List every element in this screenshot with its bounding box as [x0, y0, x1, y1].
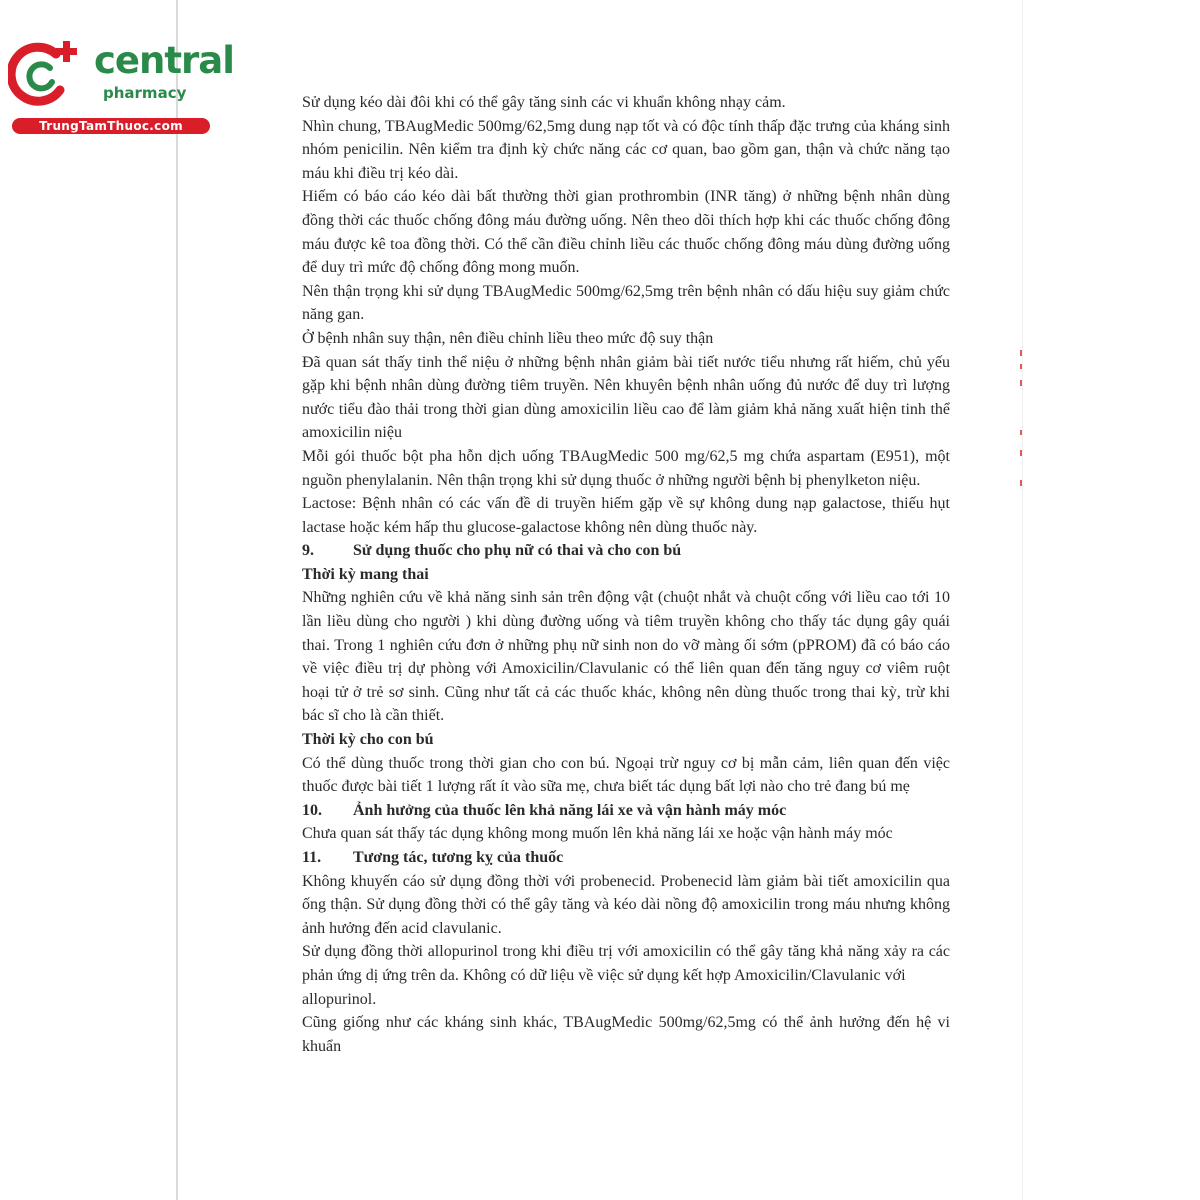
page-right-edge [1022, 0, 1023, 1200]
paragraph: Hiếm có báo cáo kéo dài bất thường thời gian prothrombin (INR tăng) ở những bệnh nhân dùng đồng thời các thuốc chống đông máu đường uống. Nên theo dõi thích hợp khi các thuốc chống đông máu được kê toa đồng thời. Có thể cần điều chỉnh liều các thuốc chống đông máu dùng đường uống để duy trì mức độ chống đông mong muốn. [302, 188, 950, 277]
central-pharmacy-logo [8, 38, 234, 138]
section-number: 9. [302, 542, 314, 560]
paragraph: Đã quan sát thấy tinh thể niệu ở những bệnh nhân giảm bài tiết nước tiểu nhưng rất hiếm, chủ yếu gặp khi bệnh nhân dùng đường tiêm truyền. Nên khuyên bệnh nhân uống đủ nước để duy trì lượng nước tiểu đào thải trong thời gian dùng amoxicilin liều cao để làm giảm khả năng xuất hiện tinh thể amoxicilin niệu [302, 353, 950, 442]
section-title: Sử dụng thuốc cho phụ nữ có thai và cho con bú [353, 542, 682, 560]
section-9-heading [302, 539, 950, 563]
section-11-heading [302, 846, 950, 870]
section-title: Ảnh hưởng của thuốc lên khả năng lái xe và vận hành máy móc [353, 801, 787, 819]
lactation-subheading: Thời kỳ cho con bú [302, 731, 434, 749]
section-title: Tương tác, tương kỵ của thuốc [353, 849, 564, 866]
paragraph: allopurinol. [302, 990, 377, 1008]
paragraph: Không khuyến cáo sử dụng đồng thời với probenecid. Probenecid làm giảm bài tiết amoxicilin qua ống thận. Sử dụng đồng thời có thể gây tăng và kéo dài nồng độ amoxicilin trong máu nhưng không ảnh hưởng đến acid clavulanic. [302, 872, 950, 937]
paragraph: Mỗi gói thuốc bột pha hỗn dịch uống TBAugMedic 500 mg/62,5 mg chứa aspartam (E951), một nguồn phenylalanin. Nên thận trọng khi sử dụng thuốc ở những người bệnh bị phenylketon niệu. [302, 447, 950, 489]
paragraph: Sử dụng kéo dài đôi khi có thể gây tăng sinh các vi khuẩn không nhạy cảm. [302, 94, 786, 111]
paragraph: Nên thận trọng khi sử dụng TBAugMedic 500mg/62,5mg trên bệnh nhân có dấu hiệu suy giảm chức năng gan. [302, 282, 950, 324]
paragraph: Sử dụng đồng thời allopurinol trong khi điều trị với amoxicilin có thể gây tăng khả năng xảy ra các phản ứng dị ứng trên da. Không có dữ liệu về việc sử dụng kết hợp Amoxicilin/Clavulanic với [302, 943, 950, 984]
pregnancy-subheading: Thời kỳ mang thai [302, 565, 429, 583]
brand-subtitle: pharmacy [103, 84, 187, 102]
section-number: 11. [302, 849, 322, 866]
section-number: 10. [302, 801, 322, 819]
paragraph: Cũng giống như các kháng sinh khác, TBAugMedic 500mg/62,5mg có thể ảnh hưởng đến hệ vi khuẩn [302, 1014, 950, 1055]
paragraph: Lactose: Bệnh nhân có các vấn đề di truyền hiếm gặp về sự không dung nạp galactose, thiếu hụt lactase hoặc kém hấp thu glucose-galactose không nên dùng thuốc này. [302, 495, 950, 536]
paragraph: Chưa quan sát thấy tác dụng không mong muốn lên khả năng lái xe hoặc vận hành máy móc [302, 825, 893, 843]
margin-stamp-marks [1018, 350, 1026, 510]
brand-name: central [94, 39, 234, 82]
paragraph: Những nghiên cứu về khả năng sinh sản trên động vật (chuột nhắt và chuột cống với liều cao tới 10 lần liều dùng cho người ) khi dùng đường uống và tiêm truyền không cho thấy tác dụng gây quái thai. Trong 1 nghiên cứu đơn ở những phụ nữ sinh non do vỡ màng ối sớm (pPROM) đã có báo cáo về việc điều trị dự phòng với Amoxicilin/Clavulanic có thể liên quan đến tăng nguy cơ viêm ruột hoại tử ở trẻ sơ sinh. Cũng như tất cả các thuốc khác, không nên dùng thuốc trong thai kỳ, trừ khi bác sĩ cho là cần thiết. [302, 589, 950, 725]
paragraph: Ở bệnh nhân suy thận, nên điều chỉnh liều theo mức độ suy thận [302, 329, 714, 347]
section-10-heading [302, 799, 950, 823]
page-left-edge [176, 0, 178, 1200]
pharmacy-logo-icon [8, 38, 88, 108]
paragraph: Có thể dùng thuốc trong thời gian cho con bú. Ngoại trừ nguy cơ bị mẫn cảm, liên quan đến việc thuốc được bài tiết 1 lượng rất ít vào sữa mẹ, chưa biết tác dụng bất lợi nào cho trẻ đang bú mẹ [302, 754, 950, 796]
document-body [302, 91, 950, 1058]
paragraph: Nhìn chung, TBAugMedic 500mg/62,5mg dung nạp tốt và có độc tính thấp đặc trưng của kháng sinh nhóm penicilin. Nên kiểm tra định kỳ chức năng các cơ quan, bao gồm gan, thận và chức năng tạo máu khi điều trị kéo dài. [302, 117, 950, 182]
site-url-badge: TrungTamThuoc.com [12, 118, 210, 134]
